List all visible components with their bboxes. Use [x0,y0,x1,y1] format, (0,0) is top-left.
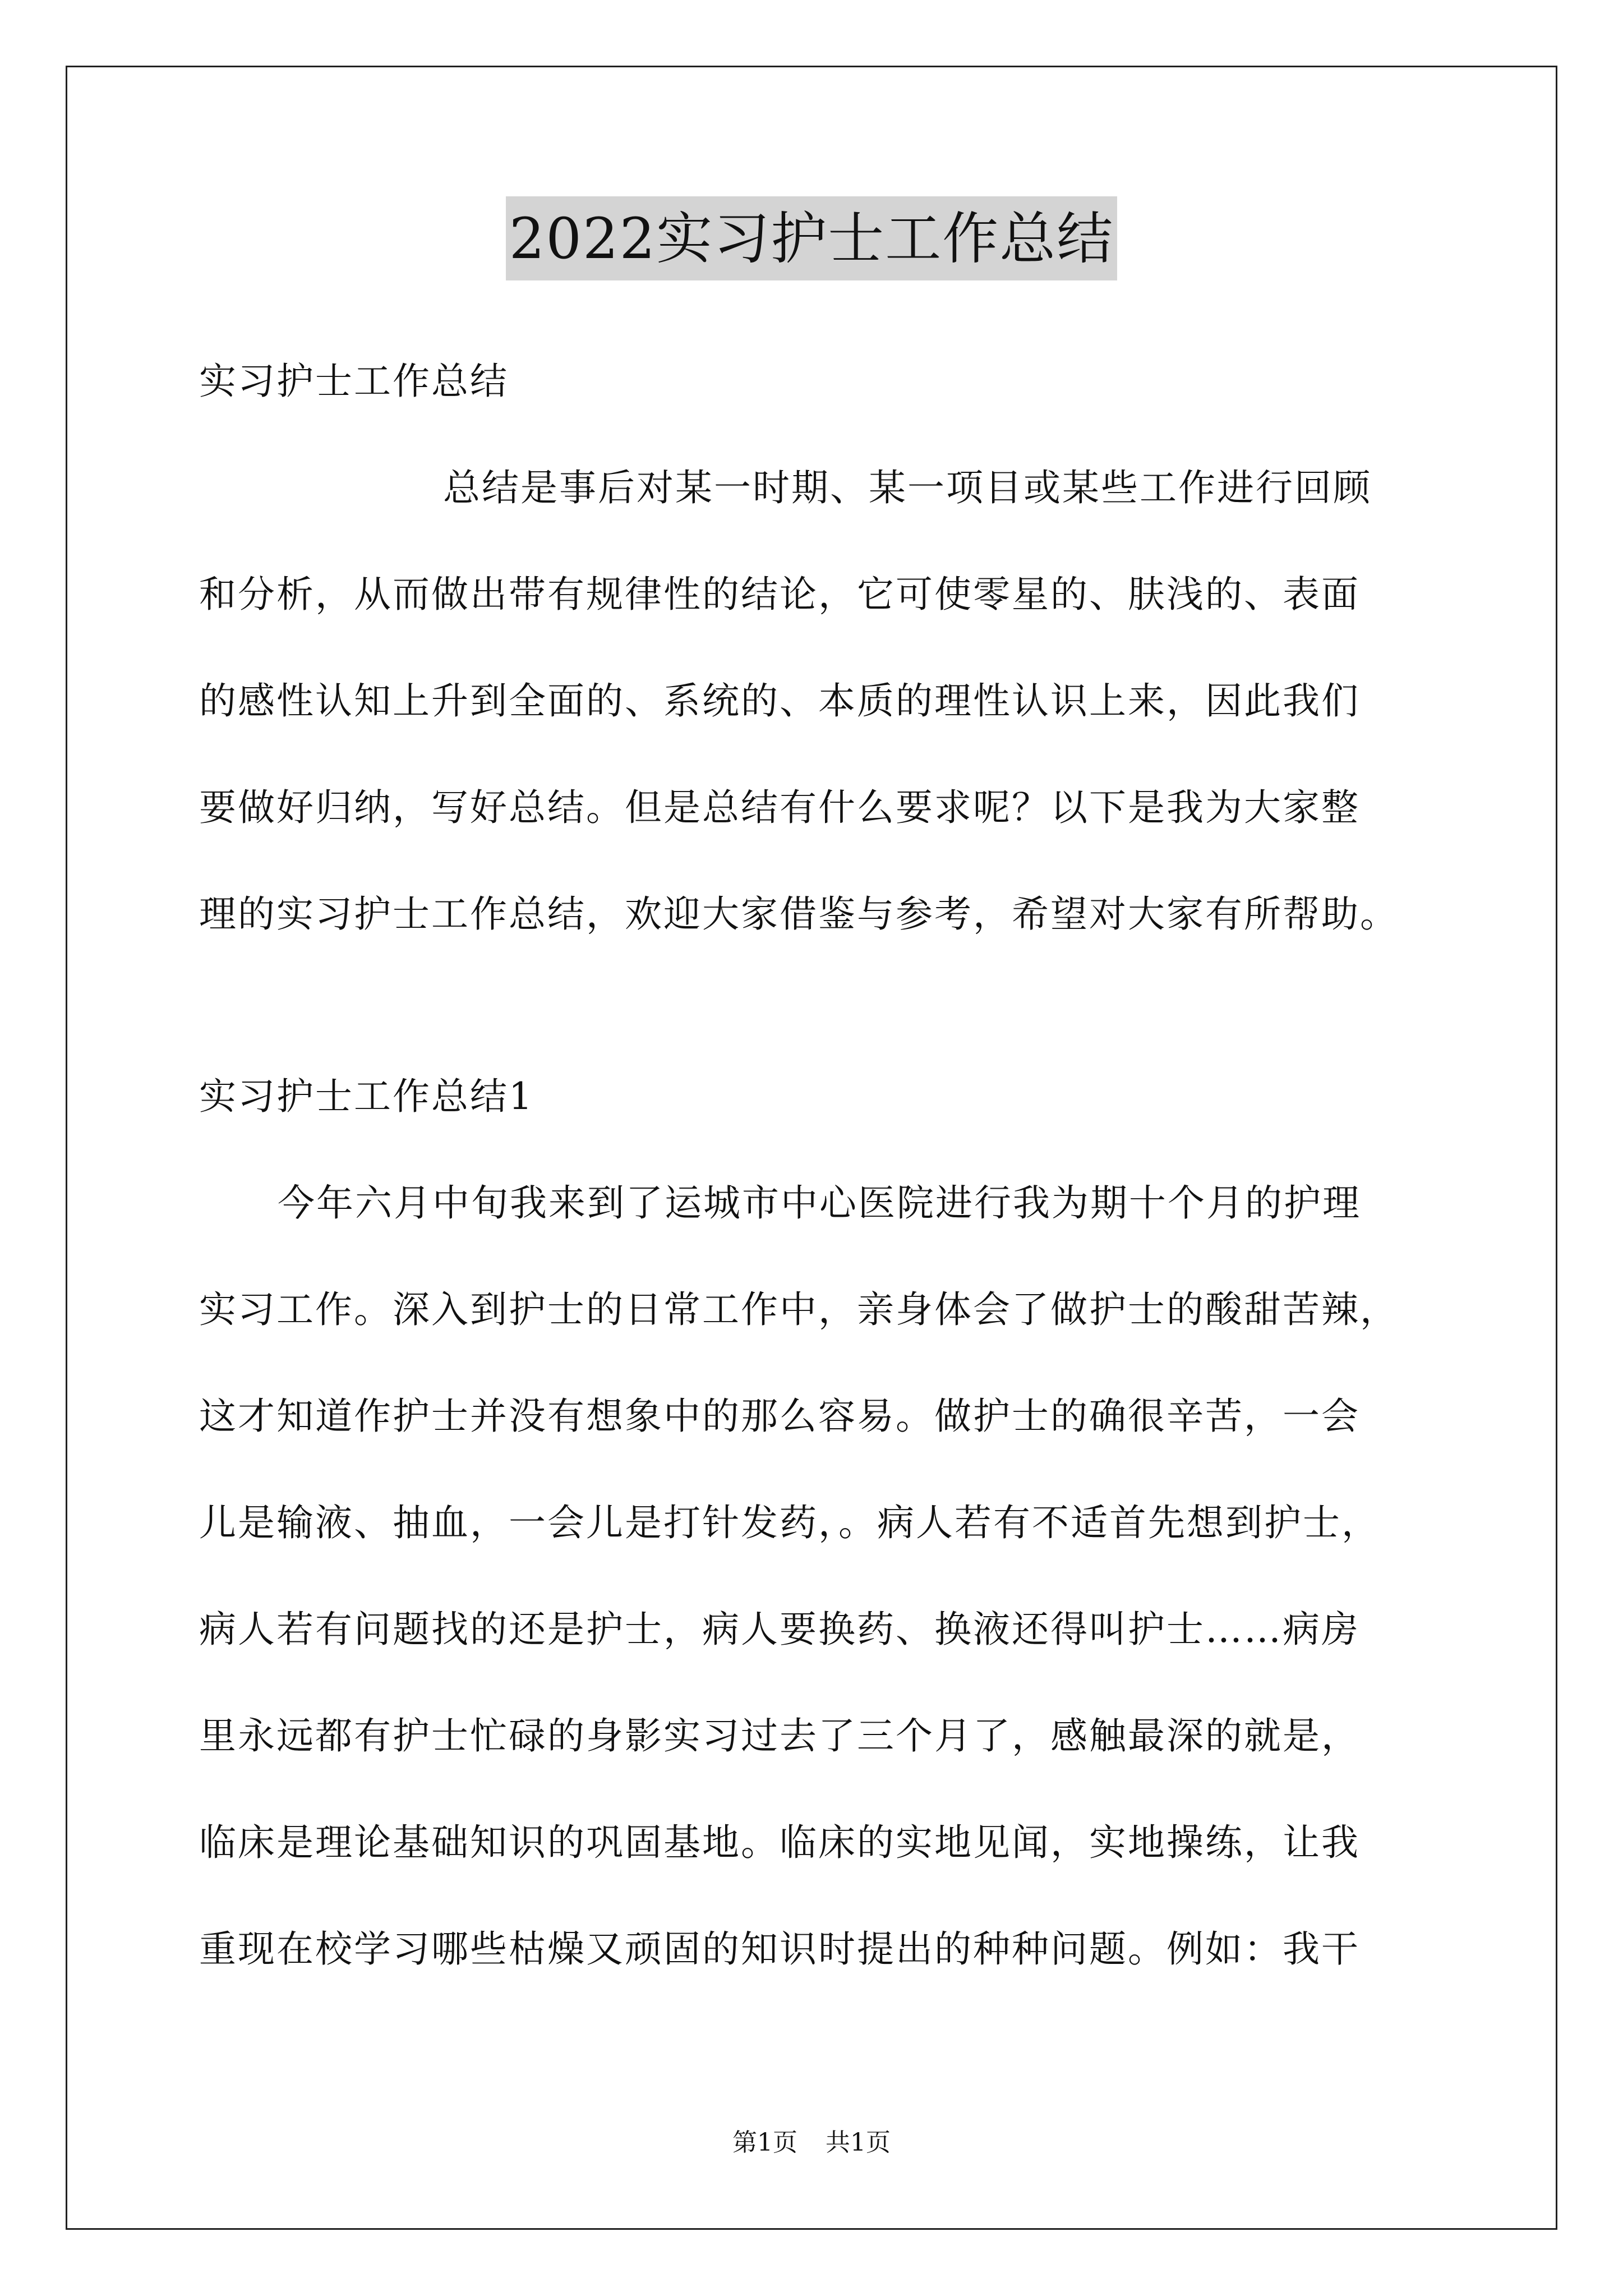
intro-line-3: 的感性认知上升到全面的、系统的、本质的理性认识上来，因此我们 [199,679,1360,723]
section-heading: 实习护士工作总结1 [199,1075,534,1118]
body-line-2: 实习工作。深入到护士的日常工作中，亲身体会了做护士的酸甜苦辣， [199,1288,1399,1331]
body-line-5: 病人若有问题找的还是护士，病人要换药、换液还得叫护士……病房 [199,1608,1360,1651]
title-container [0,196,1623,280]
intro-line-1: 总结是事后对某一时期、某一项目或某些工作进行回顾 [443,466,1372,509]
intro-line-4: 要做好归纳，写好总结。但是总结有什么要求呢？以下是我为大家整 [199,786,1360,829]
body-line-1: 今年六月中旬我来到了运城市中心医院进行我为期十个月的护理 [278,1181,1361,1225]
body-line-3: 这才知道作护士并没有想象中的那么容易。做护士的确很辛苦，一会 [199,1395,1360,1438]
document-subtitle: 实习护士工作总结 [199,360,509,403]
page-footer [0,2126,1623,2160]
body-line-4: 儿是输液、抽血，一会儿是打针发药，。病人若有不适首先想到护士， [199,1501,1380,1544]
page-number-total: 共1页 [826,2128,891,2157]
body-line-8: 重现在校学习哪些枯燥又顽固的知识时提出的种种问题。例如：我干 [199,1927,1360,1971]
body-line-7: 临床是理论基础知识的巩固基地。临床的实地见闻，实地操练，让我 [199,1821,1360,1864]
intro-line-5: 理的实习护士工作总结，欢迎大家借鉴与参考，希望对大家有所帮助。 [199,892,1399,936]
page-number-current: 第1页 [732,2128,797,2157]
intro-line-2: 和分析，从而做出带有规律性的结论，它可使零星的、肤浅的、表面 [199,573,1360,616]
body-line-6: 里永远都有护士忙碌的身影实习过去了三个月了，感触最深的就是， [199,1714,1360,1757]
document-title: 2022实习护士工作总结 [506,196,1118,280]
